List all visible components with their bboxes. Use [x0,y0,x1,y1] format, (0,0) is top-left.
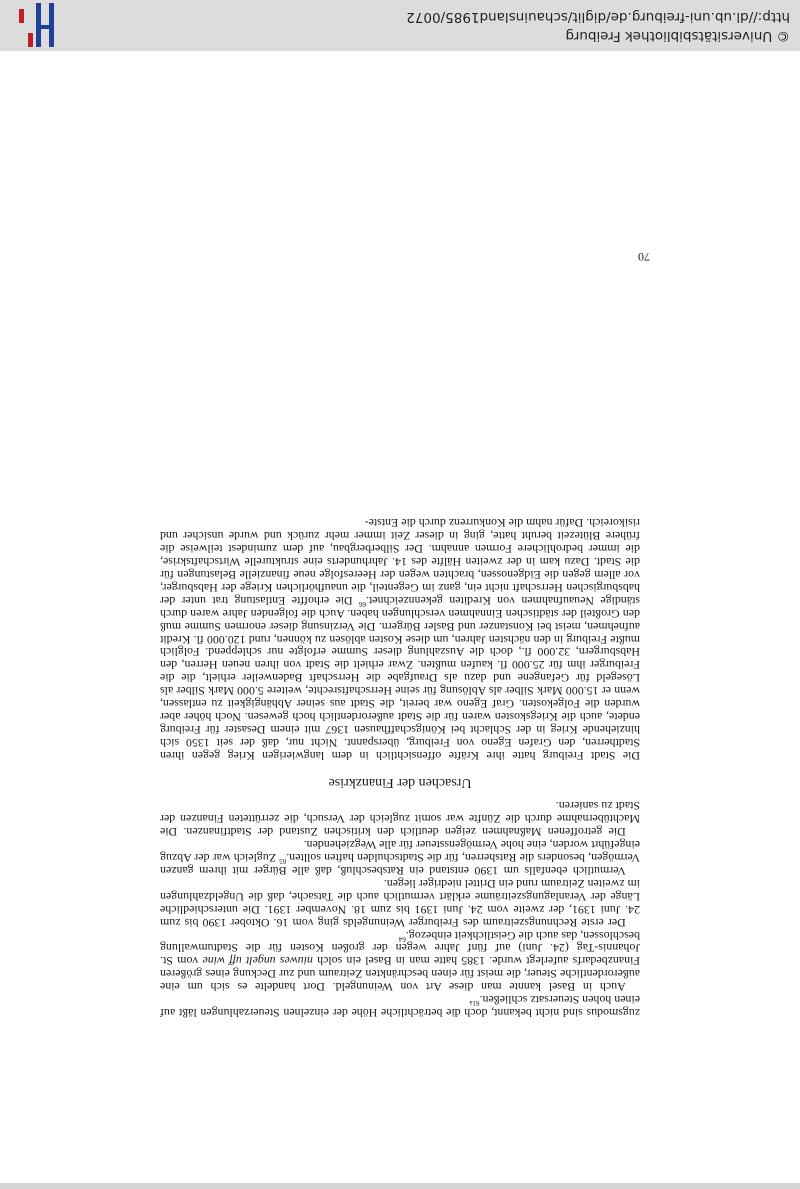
paragraph-text: Auch in Basel kannte man diese Art von Weinungeld. Dort handelte es sich um eine außerordentliche Steuer, die meist für einen beschränkten Zeitraum und zur Deckung eines größeren Finanzbedarfs auferlegt wurde. 1385 hatte man in Basel ein solch [160,954,640,995]
paragraph-ratsbeschluss [160,838,640,877]
footnote-ref: 64 [398,934,406,943]
intro-text: zugsmodus sind nicht bekannt, doch die beträchtliche Höhe der einzelnen Steuerzahlungen läßt auf einen hohen Steuersatz schließen. [160,993,640,1020]
footnote-ref: 66 [359,599,366,608]
paragraph-basel [160,929,640,994]
section-heading: Ursachen der Finanzkrise [328,774,472,790]
paragraph-text: Zugleich war der Abzug eingeführt worden, eine hohe Vermögenssteuer für alle Wegziehenden. [160,838,640,866]
paragraph-rechnungszeitraum [160,877,640,929]
paragraph-text: Vermutlich ebenfalls um 1390 entstand ein Ratsbeschluß, daß alle Bürger mit ihrem ganzen Vermögen, besonders die Ratsherren, für die Stadtschulden haften sollten. [160,851,640,879]
paragraph-massnahmen [160,800,640,839]
document-body [160,516,640,1019]
university-library-logo-icon [14,3,58,47]
paragraph-text: vom St. Johannis-Tag (24. Juni) auf fünf Jahre wegen der großen Kosten für die Stadtumwallung beschlossen, das auch die Geistlichkeit einbezog. [160,928,640,969]
copyright-text: © Universitätsbibliothek Freiburg [565,28,790,44]
italic-quote: niuwes ungelt uff wine [202,954,313,969]
bottom-strip [0,1183,800,1189]
footnote-ref: 61a [469,999,480,1008]
footnote-ref: 65 [279,857,287,866]
intro-paragraph [160,993,640,1019]
page-number: 70 [638,250,650,264]
paragraph-text: Die Stadt Freiburg hatte ihre Kräfte offensichtlich in dem langwierigen Krieg gegen ihren Stadtherren, den Grafen Egeno von Freiburg, überspannt. Nicht nur, daß der seit 1350 sich hinziehende Krieg in der Schlacht bei Königschaffhausen 1367 mit einem Desaster für Freiburg endete, auch die Kriegskosten waren für die Stadt außerordentlich hoch gewesen. Noch höher aber wurden die Folgekosten. Graf Egeno war bereit, die Stadt aus seiner Abhängigkeit zu entlassen, wenn er 15.000 Mark Silber als Ablösung für seine Herrschaftsrechte, weitere 5.000 Mark Silber als Lösegeld für Gefangene und dazu als Draufgabe die Herrschaft Badenweiler erhielt, die die Freiburger ihm für 25.000 fl. kaufen mußten. Zwar erhielt die Stadt von ihren neuen Herren, den Habsburgern, 32.000 fl., doch die Auszahlung dieser Summe erfolgte nur schleppend. Folglich mußte Freiburg in den nächsten Jahren, um diese Kosten ablösen zu können, rund 120.000 fl. Kredit aufnehmen, meist bei Konstanzer und Basler Bürgern. Die Verzinsung dieser enormen Summe muß den Großteil der städtischen Einnahmen verschlungen haben. Auch die folgenden Jahre waren durch ständige Neuaufnahmen von Krediten gekennzeichnet. [160,593,640,763]
paragraph-text: Die erhoffte Entlastung trat unter der habsburgischen Herrschaft nicht ein, ganz im Gegenteil, die unaufhörlichen Kriege der Habsburger, vor allem gegen die Eidgenossen, brachten wegen der Heeresfolge neue finanzielle Belastungen für die Stadt. Dazu kam in der zweiten Hälfte des 14. Jahrhunderts eine strukturelle Wirtschaftskrise, die immer bedrohlichere Formen annahm. Der Silberbergbau, auf dem zumindest teilweise die frühere Blütezeit beruht hatte, ging in dieser Zeit immer mehr zurück und wurde unsicher und risikoreich. Dafür nahm die Konkurrenz durch die Entste- [160,516,640,608]
logo-blue-crossbar [36,25,49,29]
paragraph-finanzkrise [160,516,640,761]
paragraph-text: Der erste Rechnungszeitraum des Freiburger Weinungelds ging vom 16. Oktober 1390 bis zum 24. Juni 1391, der zweite vom 24. Juni 1391 bis zum 18. November 1391. Die unterschiedliche Länge der Veranlagungszeiträume erklärt vermutlich auch die Tatsache, daß die Ungeldzahlungen im zweiten Zeitraum rund ein Drittel niedriger liegen. [160,876,640,930]
logo-red-bar-top [28,33,33,47]
paragraph-text: Die getroffenen Maßnahmen zeigen deutlich den kritischen Zustand der Stadtfinanzen. Die Machtübernahme durch die Zünfte war somit zugleich der Versuch, die zerrütteten Finanzen der Stadt zu sanieren. [160,799,640,840]
logo-blue-bar-left [49,3,54,47]
logo-red-bar-bottom [19,9,24,23]
source-url-link[interactable]: http://dl.ub.uni-freiburg.de/diglit/schauinsland1985/0072 [406,9,790,25]
